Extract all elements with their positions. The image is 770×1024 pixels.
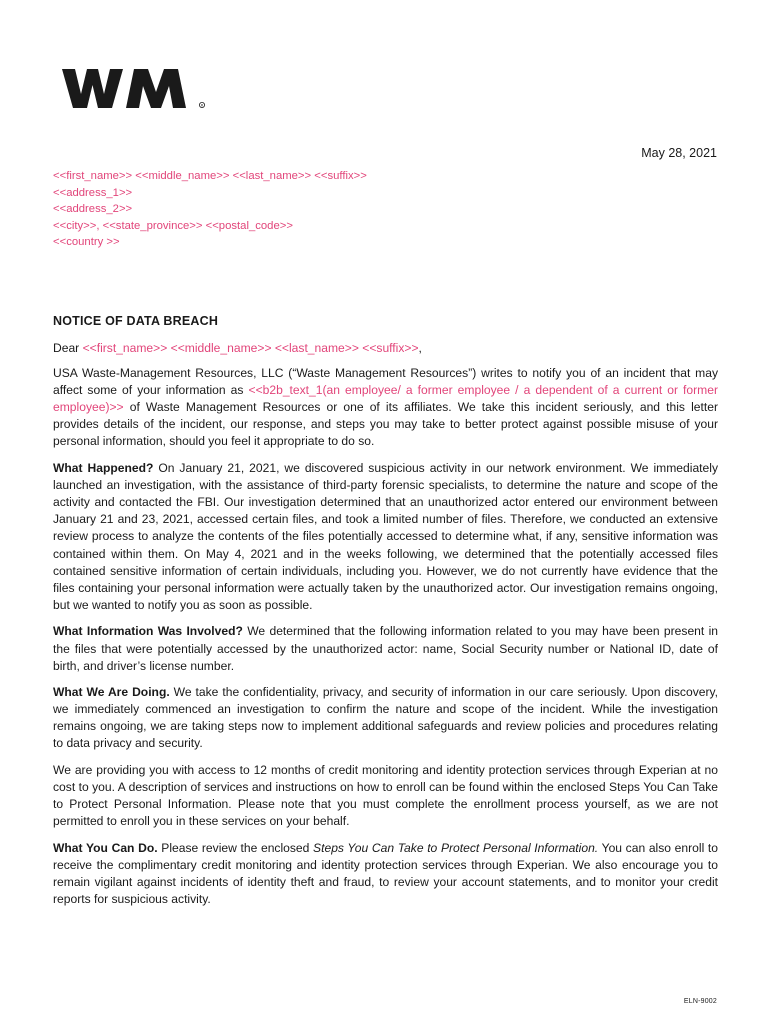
providing-paragraph: We are providing you with access to 12 months of credit monitoring and identity protection services through Experian at no cost to you. A description of services and instructions on how to enroll can be found within the enclosed Steps You Can Take to Protect Personal Information. Please note that you must complete the enrollment process yourself, as we are not permitted to enroll you in these services on your behalf. [53,763,718,829]
what-can-do-text: You can also enroll to receive the complimentary credit monitoring and identity protection services through Experian. We also encourage you to remain vigilant against incidents of identity theft and fraud, to review your account statements, and to monitor your credit reports for suspicious activity. [53,840,719,907]
what-info-heading: What Information Was Involved? [53,624,243,639]
what-happened-heading: What Happened? [53,461,154,476]
address-line: <<address_1>> [53,186,133,199]
salutation-prefix: Dear [53,341,83,355]
notice-title: NOTICE OF DATA BREACH [53,314,219,328]
intro-paragraph [53,365,718,450]
intro-text: USA Waste-Management Resources, LLC (“Waste Management Resources”) writes to notify you of an incident that may affect some of your information as [53,366,718,398]
intro-text: of Waste Management Resources or one of its affiliates. We take this incident seriously, and this letter provides details of the incident, our response, and steps you may take to better protect against possible misuse of your personal information, should you feel it appropriate to do so. [53,400,718,449]
what-can-do-paragraph [53,840,718,908]
what-doing-text: We take the confidentiality, privacy, and security of information in our care seriously. Upon discovery, we immediately commenced an investigation to confirm the nature and scope of the incident. While the investigation remains ongoing, we are taking steps now to implement additional safeguards and review policies and procedures relating to data privacy and security. [53,685,719,751]
address-line: <<country >> [53,236,120,248]
letter-date: May 28, 2021 [641,146,717,160]
recipient-address [53,168,367,251]
what-happened-paragraph [53,460,718,614]
salutation-suffix: , [418,341,422,355]
address-line: <<city>>, <<state_province>> <<postal_code>> [53,219,293,232]
what-can-do-text: Please review the enclosed [157,840,314,855]
footer-code: ELN-9002 [683,998,717,1005]
salutation-placeholder: <<first_name>> <<middle_name>> <<last_name>> <<suffix>> [82,341,419,355]
letter-body [53,340,718,918]
svg-text:R: R [200,103,204,108]
relationship-placeholder: <<b2b_text_1(an employee/ a former employee / a dependent of a current or former employee)>> [53,383,718,415]
what-info-text: We determined that the following information related to you may have been present in the files that were potentially accessed by the unauthorized actor: name, Social Security number or National ID, date of birth, and driver’s license number. [53,624,719,673]
what-info-paragraph [53,623,718,674]
steps-reference: Steps You Can Take to Protect Personal Information. [313,840,599,855]
what-doing-heading: What We Are Doing. [53,685,170,700]
what-doing-paragraph [53,684,718,752]
salutation [53,340,718,357]
what-can-do-heading: What You Can Do. [53,840,158,855]
what-happened-text: On January 21, 2021, we discovered suspicious activity in our network environment. We immediately launched an investigation, with the assistance of third-party forensic specialists, to determine the nature and scope of the activity and contacted the FBI. Our investigation determined that an unauthorized actor entered our environment between January 21 and 23, 2021, accessed certain files, and took a limited number of files. Therefore, we conducted an extensive review process to analyze the contents of the files potentially accessed to determine what, if any, sensitive information was contained within them. On May 4, 2021 and in the weeks following, we determined that the potentially accessed files contained sensitive information of certain individuals, including you. However, we do not currently have evidence that the files containing your personal information were actually taken by the unauthorized actor. Our investigation remains ongoing, but we wanted to notify you as soon as possible. [53,461,718,612]
address-line: <<address_2>> [53,203,133,215]
address-line: <<first_name>> <<middle_name>> <<last_name>> <<suffix>> [53,170,367,182]
wm-logo [62,68,207,110]
